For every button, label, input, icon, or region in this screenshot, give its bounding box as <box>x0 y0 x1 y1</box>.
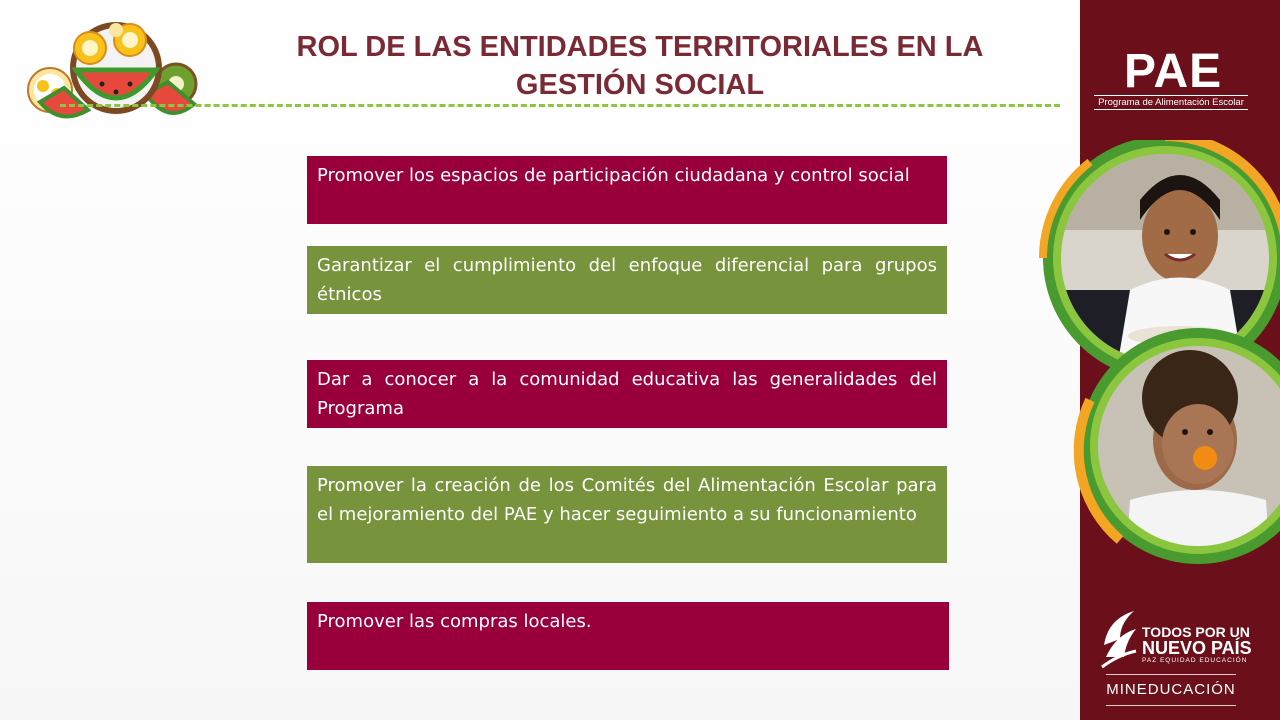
title-line-1: ROL DE LAS ENTIDADES TERRITORIALES EN LA <box>296 31 984 63</box>
role-item-ethnic-groups: Garantizar el cumplimiento del enfoque diferencial para grupos étnicos <box>307 246 947 314</box>
role-item-program-info: Dar a conocer a la comunidad educativa las generalidades del Programa <box>307 360 947 428</box>
dashed-divider <box>60 104 1060 107</box>
role-item-committees: Promover la creación de los Comités del Alimentación Escolar para el mejoramiento del PAE y hacer seguimiento a su funcionamiento <box>307 466 947 563</box>
fruit-illustration <box>18 18 208 128</box>
pae-logo-subtitle: Programa de Alimentación Escolar <box>1094 95 1248 110</box>
gov-slogan-line-2: NUEVO PAÍS <box>1142 638 1252 658</box>
gov-slogan-values: PAZ EQUIDAD EDUCACIÓN <box>1142 657 1248 664</box>
ministry-label: MINEDUCACIÓN <box>1106 674 1236 706</box>
role-item-participation: Promover los espacios de participación ciudadana y control social <box>307 156 947 224</box>
gov-slogan-line-1: TODOS POR UN <box>1142 624 1250 640</box>
children-photos <box>1030 140 1280 580</box>
pae-logo: PAE <box>1124 45 1223 98</box>
role-item-local-purchases: Promover las compras locales. <box>307 602 949 670</box>
title-line-2: GESTIÓN SOCIAL <box>515 69 765 101</box>
page-title <box>230 28 1050 104</box>
